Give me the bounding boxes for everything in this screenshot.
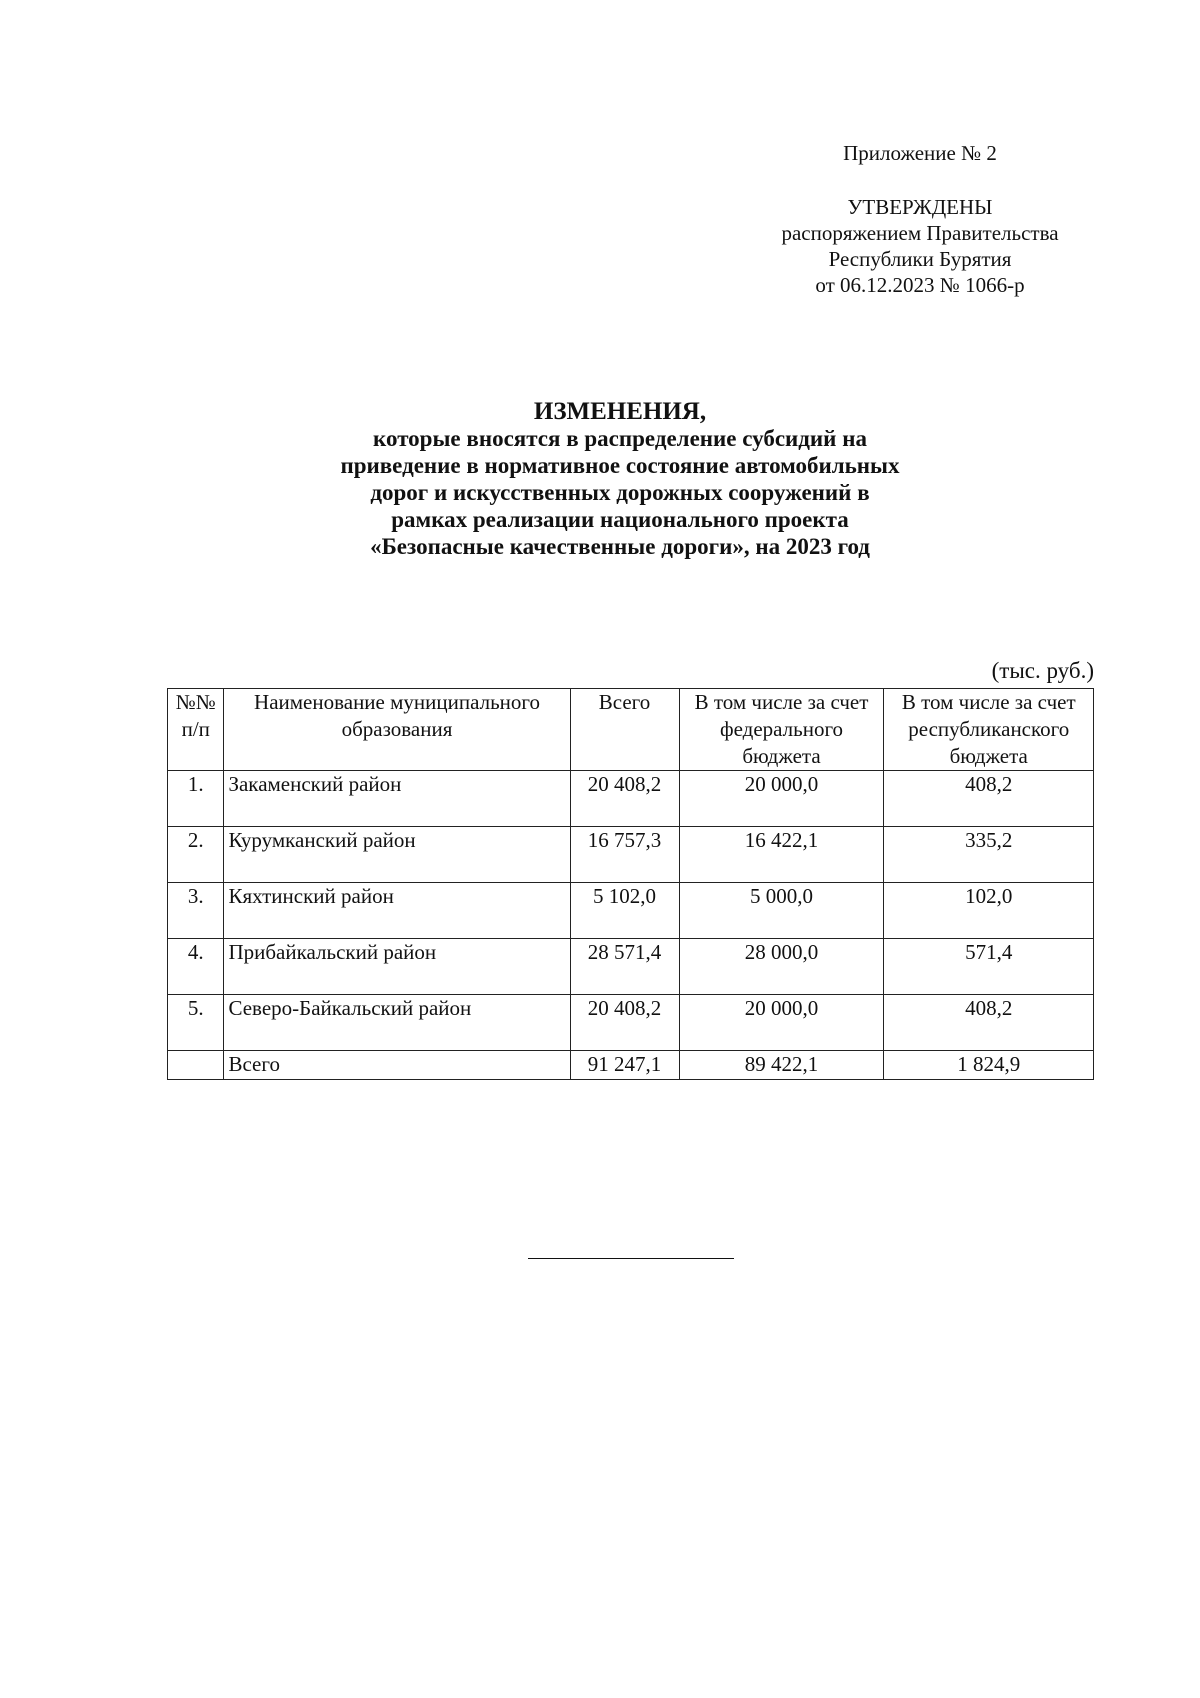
total-federal: 89 422,1 — [679, 1051, 884, 1080]
approved-by-line: распоряжением Правительства — [781, 221, 1059, 245]
row-municipality: Прибайкальский район — [224, 939, 570, 995]
row-republic: 335,2 — [884, 827, 1094, 883]
row-number: 5. — [168, 995, 224, 1051]
row-federal: 20 000,0 — [679, 995, 884, 1051]
header-federal: В том числе за счет федерального бюджета — [679, 689, 884, 771]
row-total: 28 571,4 — [570, 939, 679, 995]
approved-label: УТВЕРЖДЕНЫ — [847, 195, 993, 219]
row-municipality: Кяхтинский район — [224, 883, 570, 939]
row-federal: 16 422,1 — [679, 827, 884, 883]
title-line: дорог и искусственных дорожных сооружений в — [370, 480, 870, 505]
row-total: 16 757,3 — [570, 827, 679, 883]
table-row — [168, 995, 1094, 1051]
total-number — [168, 1051, 224, 1080]
row-number: 4. — [168, 939, 224, 995]
title-line: которые вносятся в распределение субсидий на — [373, 426, 867, 451]
annex-number: Приложение № 2 — [843, 141, 997, 165]
table-row — [168, 827, 1094, 883]
row-municipality: Северо-Байкальский район — [224, 995, 570, 1051]
total-sum: 91 247,1 — [570, 1051, 679, 1080]
row-republic: 408,2 — [884, 995, 1094, 1051]
unit-label: (тыс. руб.) — [991, 658, 1094, 683]
table-row — [168, 939, 1094, 995]
row-total: 20 408,2 — [570, 771, 679, 827]
row-federal: 20 000,0 — [679, 771, 884, 827]
table-total-row — [168, 1051, 1094, 1080]
header-number: №№ п/п — [168, 689, 224, 771]
row-total: 5 102,0 — [570, 883, 679, 939]
row-municipality: Курумканский район — [224, 827, 570, 883]
title-heading: ИЗМЕНЕНИЯ, — [533, 398, 707, 425]
row-republic: 408,2 — [884, 771, 1094, 827]
table-row — [168, 883, 1094, 939]
row-number: 1. — [168, 771, 224, 827]
row-number: 2. — [168, 827, 224, 883]
row-number: 3. — [168, 883, 224, 939]
subsidy-table — [167, 688, 1094, 1080]
document-title — [180, 398, 1060, 560]
approved-republic-line: Республики Бурятия — [828, 247, 1012, 271]
total-republic: 1 824,9 — [884, 1051, 1094, 1080]
closing-divider — [528, 1258, 734, 1259]
total-label: Всего — [224, 1051, 570, 1080]
row-federal: 5 000,0 — [679, 883, 884, 939]
title-line: приведение в нормативное состояние автомобильных — [340, 453, 900, 478]
approval-stamp — [760, 140, 1080, 298]
header-republic: В том числе за счет республиканского бюджета — [884, 689, 1094, 771]
row-republic: 102,0 — [884, 883, 1094, 939]
table-header-row — [168, 689, 1094, 771]
title-line: «Безопасные качественные дороги», на 2023 год — [370, 534, 870, 559]
row-republic: 571,4 — [884, 939, 1094, 995]
header-total: Всего — [570, 689, 679, 771]
row-total: 20 408,2 — [570, 995, 679, 1051]
row-municipality: Закаменский район — [224, 771, 570, 827]
approval-date-line: от 06.12.2023 № 1066-р — [815, 273, 1025, 297]
title-line: рамках реализации национального проекта — [391, 507, 849, 532]
row-federal: 28 000,0 — [679, 939, 884, 995]
table-row — [168, 771, 1094, 827]
header-municipality: Наименование муниципального образования — [224, 689, 570, 771]
